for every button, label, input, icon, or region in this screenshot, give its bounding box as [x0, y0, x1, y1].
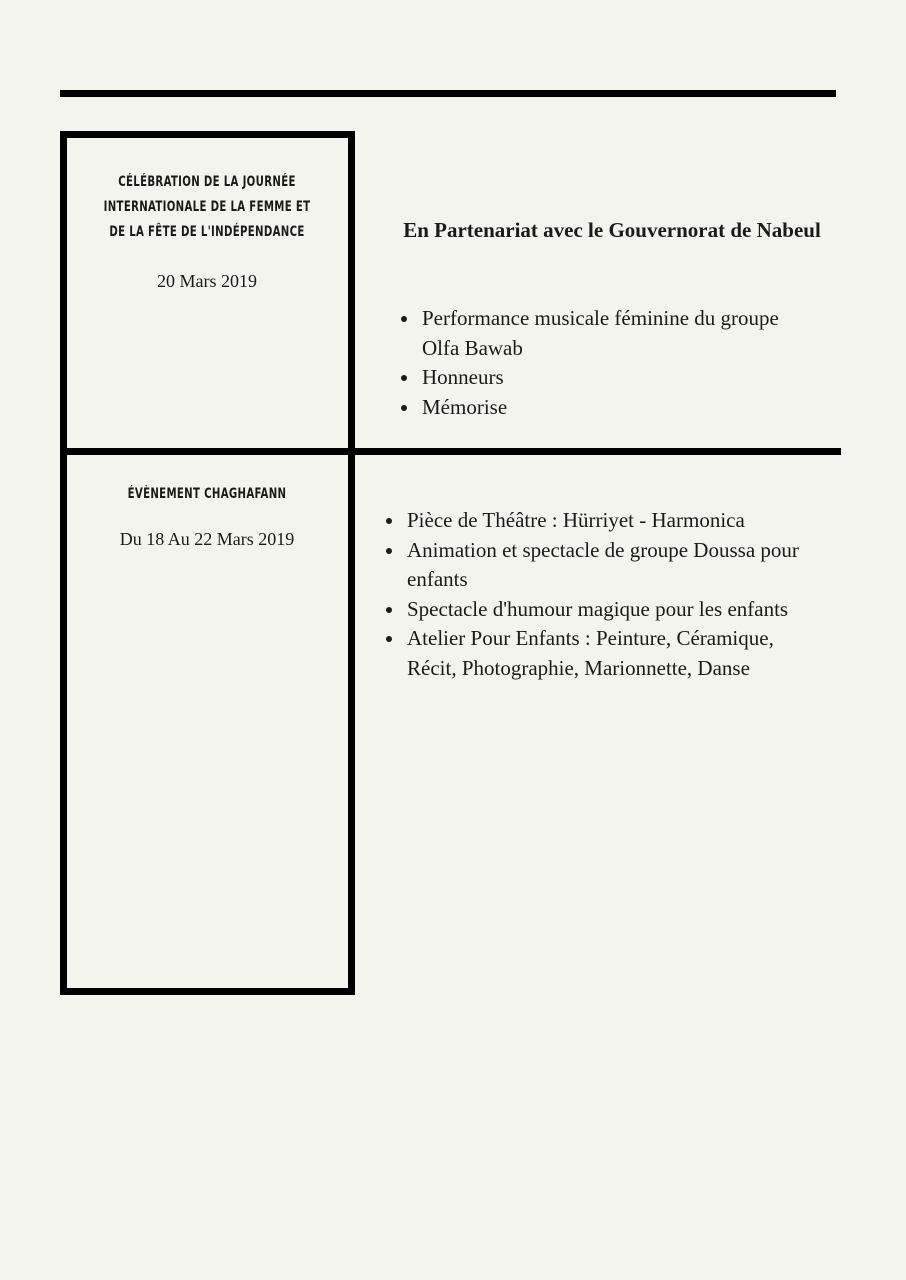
event-2-program-list	[407, 506, 802, 683]
list-item: Atelier Pour Enfants : Peinture, Céramique, Récit, Photographie, Marionnette, Danse	[407, 624, 802, 683]
event-1-title: CÉLÉBRATION DE LA JOURNÉE INTERNATIONALE DE LA FEMME ET DE LA FÊTE DE L'INDÉPENDANCE	[103, 174, 311, 240]
list-item: Mémorise	[422, 393, 792, 423]
event-1-partner: En Partenariat avec le Gouvernorat de Nabeul	[403, 218, 821, 242]
list-item: Animation et spectacle de groupe Doussa pour enfants	[407, 536, 802, 595]
list-item: Spectacle d'humour magique pour les enfants	[407, 595, 802, 625]
section-divider	[60, 448, 841, 455]
event-1-date: 20 Mars 2019	[157, 271, 257, 291]
list-item: Pièce de Théâtre : Hürriyet - Harmonica	[407, 506, 802, 536]
event-2-title: ÉVÈNEMENT CHAGHAFANN	[127, 486, 287, 502]
top-rule	[60, 90, 836, 97]
event-1-program-list	[422, 304, 792, 422]
event-label-column	[60, 131, 355, 995]
list-item: Honneurs	[422, 363, 792, 393]
event-2-date: Du 18 Au 22 Mars 2019	[119, 529, 295, 549]
list-item: Performance musicale féminine du groupe Olfa Bawab	[422, 304, 792, 363]
